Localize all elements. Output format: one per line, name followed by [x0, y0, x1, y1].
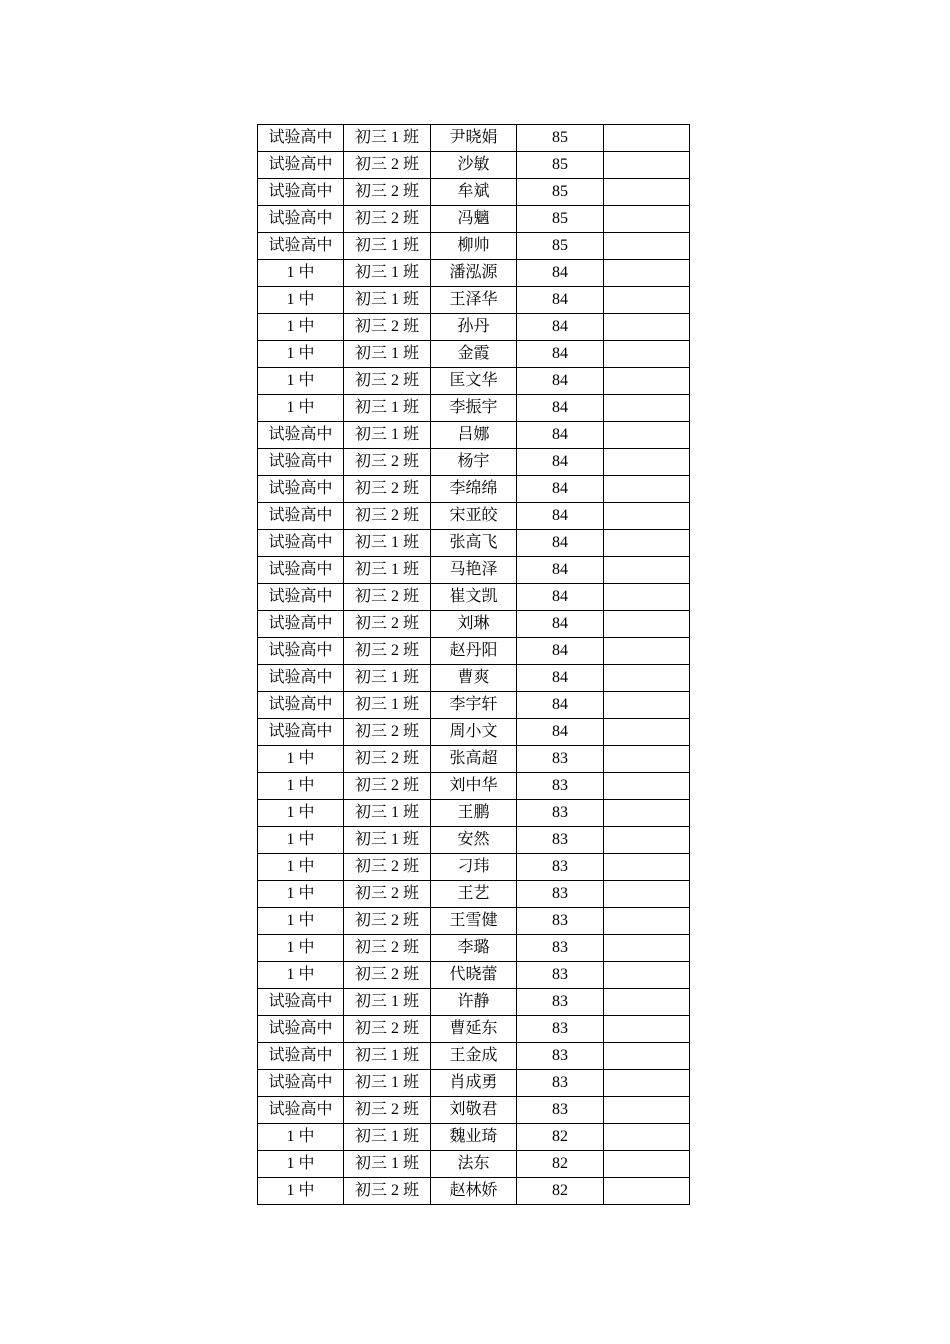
- table-row: [258, 827, 690, 854]
- class-cell: 初三 1 班: [344, 260, 431, 287]
- table-row: [258, 125, 690, 152]
- note-cell: [604, 665, 690, 692]
- score-cell: 83: [517, 773, 604, 800]
- score-cell: 84: [517, 638, 604, 665]
- school-cell: 试验高中: [258, 989, 344, 1016]
- school-cell: 1 中: [258, 854, 344, 881]
- student-name-cell: 周小文: [431, 719, 517, 746]
- score-cell: 84: [517, 584, 604, 611]
- score-cell: 83: [517, 854, 604, 881]
- table-row: [258, 746, 690, 773]
- score-cell: 84: [517, 287, 604, 314]
- score-cell: 82: [517, 1151, 604, 1178]
- class-cell: 初三 2 班: [344, 1178, 431, 1205]
- school-cell: 1 中: [258, 881, 344, 908]
- student-name-cell: 刘琳: [431, 611, 517, 638]
- student-name-cell: 安然: [431, 827, 517, 854]
- school-cell: 试验高中: [258, 638, 344, 665]
- student-name-cell: 金霞: [431, 341, 517, 368]
- table-row: [258, 719, 690, 746]
- note-cell: [604, 476, 690, 503]
- table-row: [258, 1178, 690, 1205]
- class-cell: 初三 1 班: [344, 125, 431, 152]
- note-cell: [604, 881, 690, 908]
- note-cell: [604, 962, 690, 989]
- class-cell: 初三 2 班: [344, 584, 431, 611]
- table-row: [258, 341, 690, 368]
- note-cell: [604, 503, 690, 530]
- note-cell: [604, 179, 690, 206]
- student-name-cell: 柳帅: [431, 233, 517, 260]
- student-name-cell: 牟斌: [431, 179, 517, 206]
- class-cell: 初三 1 班: [344, 692, 431, 719]
- note-cell: [604, 800, 690, 827]
- note-cell: [604, 908, 690, 935]
- school-cell: 1 中: [258, 341, 344, 368]
- note-cell: [604, 611, 690, 638]
- student-name-cell: 曹爽: [431, 665, 517, 692]
- table-row: [258, 557, 690, 584]
- table-row: [258, 449, 690, 476]
- note-cell: [604, 395, 690, 422]
- score-cell: 83: [517, 989, 604, 1016]
- table-row: [258, 503, 690, 530]
- class-cell: 初三 2 班: [344, 476, 431, 503]
- class-cell: 初三 1 班: [344, 1151, 431, 1178]
- class-cell: 初三 1 班: [344, 557, 431, 584]
- school-cell: 1 中: [258, 1178, 344, 1205]
- school-cell: 试验高中: [258, 1043, 344, 1070]
- student-name-cell: 潘泓源: [431, 260, 517, 287]
- score-cell: 84: [517, 368, 604, 395]
- note-cell: [604, 125, 690, 152]
- class-cell: 初三 1 班: [344, 422, 431, 449]
- student-name-cell: 李绵绵: [431, 476, 517, 503]
- school-cell: 试验高中: [258, 557, 344, 584]
- table-row: [258, 962, 690, 989]
- score-cell: 84: [517, 476, 604, 503]
- score-table: [257, 124, 690, 1205]
- note-cell: [604, 638, 690, 665]
- school-cell: 1 中: [258, 800, 344, 827]
- school-cell: 试验高中: [258, 422, 344, 449]
- school-cell: 试验高中: [258, 719, 344, 746]
- school-cell: 1 中: [258, 287, 344, 314]
- class-cell: 初三 1 班: [344, 1043, 431, 1070]
- score-cell: 83: [517, 746, 604, 773]
- score-cell: 83: [517, 1097, 604, 1124]
- student-name-cell: 代晓蕾: [431, 962, 517, 989]
- class-cell: 初三 2 班: [344, 935, 431, 962]
- school-cell: 试验高中: [258, 152, 344, 179]
- student-name-cell: 许静: [431, 989, 517, 1016]
- school-cell: 1 中: [258, 260, 344, 287]
- table-row: [258, 881, 690, 908]
- table-row: [258, 1016, 690, 1043]
- note-cell: [604, 584, 690, 611]
- score-cell: 85: [517, 233, 604, 260]
- table-row: [258, 800, 690, 827]
- student-name-cell: 吕娜: [431, 422, 517, 449]
- class-cell: 初三 1 班: [344, 1124, 431, 1151]
- student-name-cell: 法东: [431, 1151, 517, 1178]
- note-cell: [604, 557, 690, 584]
- note-cell: [604, 1016, 690, 1043]
- note-cell: [604, 530, 690, 557]
- note-cell: [604, 1151, 690, 1178]
- note-cell: [604, 1043, 690, 1070]
- note-cell: [604, 1178, 690, 1205]
- class-cell: 初三 1 班: [344, 287, 431, 314]
- note-cell: [604, 152, 690, 179]
- table-row: [258, 260, 690, 287]
- score-cell: 84: [517, 314, 604, 341]
- table-row: [258, 287, 690, 314]
- class-cell: 初三 2 班: [344, 746, 431, 773]
- class-cell: 初三 2 班: [344, 908, 431, 935]
- school-cell: 1 中: [258, 962, 344, 989]
- table-row: [258, 476, 690, 503]
- note-cell: [604, 260, 690, 287]
- note-cell: [604, 719, 690, 746]
- school-cell: 试验高中: [258, 233, 344, 260]
- score-cell: 85: [517, 179, 604, 206]
- table-row: [258, 989, 690, 1016]
- table-row: [258, 1151, 690, 1178]
- class-cell: 初三 2 班: [344, 314, 431, 341]
- class-cell: 初三 2 班: [344, 962, 431, 989]
- note-cell: [604, 341, 690, 368]
- class-cell: 初三 1 班: [344, 233, 431, 260]
- class-cell: 初三 2 班: [344, 1097, 431, 1124]
- student-name-cell: 张高飞: [431, 530, 517, 557]
- student-name-cell: 宋亚皎: [431, 503, 517, 530]
- note-cell: [604, 989, 690, 1016]
- class-cell: 初三 2 班: [344, 503, 431, 530]
- school-cell: 试验高中: [258, 125, 344, 152]
- score-cell: 82: [517, 1178, 604, 1205]
- student-name-cell: 王金成: [431, 1043, 517, 1070]
- school-cell: 试验高中: [258, 1097, 344, 1124]
- school-cell: 试验高中: [258, 692, 344, 719]
- school-cell: 试验高中: [258, 584, 344, 611]
- student-name-cell: 沙敏: [431, 152, 517, 179]
- note-cell: [604, 854, 690, 881]
- student-name-cell: 崔文凯: [431, 584, 517, 611]
- score-cell: 83: [517, 935, 604, 962]
- class-cell: 初三 1 班: [344, 530, 431, 557]
- student-name-cell: 曹延东: [431, 1016, 517, 1043]
- student-name-cell: 刁玮: [431, 854, 517, 881]
- score-cell: 84: [517, 503, 604, 530]
- note-cell: [604, 1124, 690, 1151]
- note-cell: [604, 206, 690, 233]
- student-name-cell: 赵林娇: [431, 1178, 517, 1205]
- score-cell: 84: [517, 260, 604, 287]
- student-name-cell: 冯魑: [431, 206, 517, 233]
- note-cell: [604, 1070, 690, 1097]
- note-cell: [604, 368, 690, 395]
- score-cell: 84: [517, 395, 604, 422]
- school-cell: 试验高中: [258, 530, 344, 557]
- student-name-cell: 肖成勇: [431, 1070, 517, 1097]
- table-row: [258, 1043, 690, 1070]
- student-name-cell: 李振宇: [431, 395, 517, 422]
- school-cell: 1 中: [258, 1124, 344, 1151]
- table-row: [258, 1070, 690, 1097]
- school-cell: 1 中: [258, 746, 344, 773]
- score-cell: 85: [517, 125, 604, 152]
- score-cell: 84: [517, 422, 604, 449]
- table-row: [258, 1124, 690, 1151]
- table-row: [258, 314, 690, 341]
- score-cell: 85: [517, 206, 604, 233]
- score-cell: 83: [517, 1070, 604, 1097]
- class-cell: 初三 2 班: [344, 719, 431, 746]
- score-cell: 83: [517, 800, 604, 827]
- score-cell: 84: [517, 557, 604, 584]
- student-name-cell: 李璐: [431, 935, 517, 962]
- school-cell: 试验高中: [258, 179, 344, 206]
- class-cell: 初三 2 班: [344, 1016, 431, 1043]
- table-row: [258, 692, 690, 719]
- score-cell: 83: [517, 962, 604, 989]
- student-name-cell: 刘敬君: [431, 1097, 517, 1124]
- table-row: [258, 773, 690, 800]
- class-cell: 初三 2 班: [344, 449, 431, 476]
- student-name-cell: 匡文华: [431, 368, 517, 395]
- note-cell: [604, 449, 690, 476]
- class-cell: 初三 2 班: [344, 206, 431, 233]
- score-cell: 84: [517, 665, 604, 692]
- table-row: [258, 395, 690, 422]
- score-cell: 85: [517, 152, 604, 179]
- class-cell: 初三 1 班: [344, 800, 431, 827]
- student-name-cell: 尹晓娟: [431, 125, 517, 152]
- school-cell: 1 中: [258, 935, 344, 962]
- score-cell: 83: [517, 881, 604, 908]
- school-cell: 1 中: [258, 314, 344, 341]
- score-cell: 84: [517, 530, 604, 557]
- table-row: [258, 584, 690, 611]
- class-cell: 初三 1 班: [344, 665, 431, 692]
- table-row: [258, 638, 690, 665]
- note-cell: [604, 1097, 690, 1124]
- table-row: [258, 368, 690, 395]
- class-cell: 初三 2 班: [344, 638, 431, 665]
- note-cell: [604, 746, 690, 773]
- table-row: [258, 854, 690, 881]
- table-row: [258, 233, 690, 260]
- score-cell: 83: [517, 827, 604, 854]
- note-cell: [604, 233, 690, 260]
- school-cell: 1 中: [258, 1151, 344, 1178]
- student-name-cell: 赵丹阳: [431, 638, 517, 665]
- school-cell: 试验高中: [258, 449, 344, 476]
- score-cell: 84: [517, 692, 604, 719]
- score-cell: 83: [517, 1016, 604, 1043]
- class-cell: 初三 1 班: [344, 341, 431, 368]
- student-name-cell: 马艳泽: [431, 557, 517, 584]
- class-cell: 初三 1 班: [344, 1070, 431, 1097]
- table-row: [258, 422, 690, 449]
- score-cell: 82: [517, 1124, 604, 1151]
- table-row: [258, 611, 690, 638]
- class-cell: 初三 1 班: [344, 395, 431, 422]
- student-name-cell: 刘中华: [431, 773, 517, 800]
- school-cell: 试验高中: [258, 503, 344, 530]
- class-cell: 初三 1 班: [344, 989, 431, 1016]
- note-cell: [604, 287, 690, 314]
- table-row: [258, 206, 690, 233]
- table-row: [258, 152, 690, 179]
- class-cell: 初三 2 班: [344, 611, 431, 638]
- student-name-cell: 王雪健: [431, 908, 517, 935]
- table-row: [258, 665, 690, 692]
- school-cell: 试验高中: [258, 476, 344, 503]
- note-cell: [604, 827, 690, 854]
- class-cell: 初三 2 班: [344, 152, 431, 179]
- note-cell: [604, 935, 690, 962]
- school-cell: 试验高中: [258, 1070, 344, 1097]
- table-row: [258, 1097, 690, 1124]
- score-cell: 84: [517, 611, 604, 638]
- student-name-cell: 李宇轩: [431, 692, 517, 719]
- class-cell: 初三 2 班: [344, 179, 431, 206]
- class-cell: 初三 2 班: [344, 773, 431, 800]
- school-cell: 试验高中: [258, 206, 344, 233]
- student-name-cell: 孙丹: [431, 314, 517, 341]
- note-cell: [604, 314, 690, 341]
- student-name-cell: 张高超: [431, 746, 517, 773]
- student-name-cell: 王泽华: [431, 287, 517, 314]
- score-cell: 83: [517, 908, 604, 935]
- score-cell: 84: [517, 719, 604, 746]
- school-cell: 试验高中: [258, 1016, 344, 1043]
- table-row: [258, 908, 690, 935]
- school-cell: 试验高中: [258, 665, 344, 692]
- school-cell: 1 中: [258, 368, 344, 395]
- score-cell: 84: [517, 449, 604, 476]
- class-cell: 初三 1 班: [344, 827, 431, 854]
- score-cell: 83: [517, 1043, 604, 1070]
- student-name-cell: 王鹏: [431, 800, 517, 827]
- note-cell: [604, 422, 690, 449]
- note-cell: [604, 773, 690, 800]
- score-table-body: [258, 125, 690, 1205]
- table-row: [258, 179, 690, 206]
- school-cell: 1 中: [258, 827, 344, 854]
- class-cell: 初三 2 班: [344, 881, 431, 908]
- table-row: [258, 530, 690, 557]
- student-name-cell: 王艺: [431, 881, 517, 908]
- student-name-cell: 魏业琦: [431, 1124, 517, 1151]
- school-cell: 1 中: [258, 773, 344, 800]
- table-row: [258, 935, 690, 962]
- school-cell: 1 中: [258, 395, 344, 422]
- score-cell: 84: [517, 341, 604, 368]
- school-cell: 试验高中: [258, 611, 344, 638]
- note-cell: [604, 692, 690, 719]
- school-cell: 1 中: [258, 908, 344, 935]
- class-cell: 初三 2 班: [344, 854, 431, 881]
- student-name-cell: 杨宇: [431, 449, 517, 476]
- class-cell: 初三 2 班: [344, 368, 431, 395]
